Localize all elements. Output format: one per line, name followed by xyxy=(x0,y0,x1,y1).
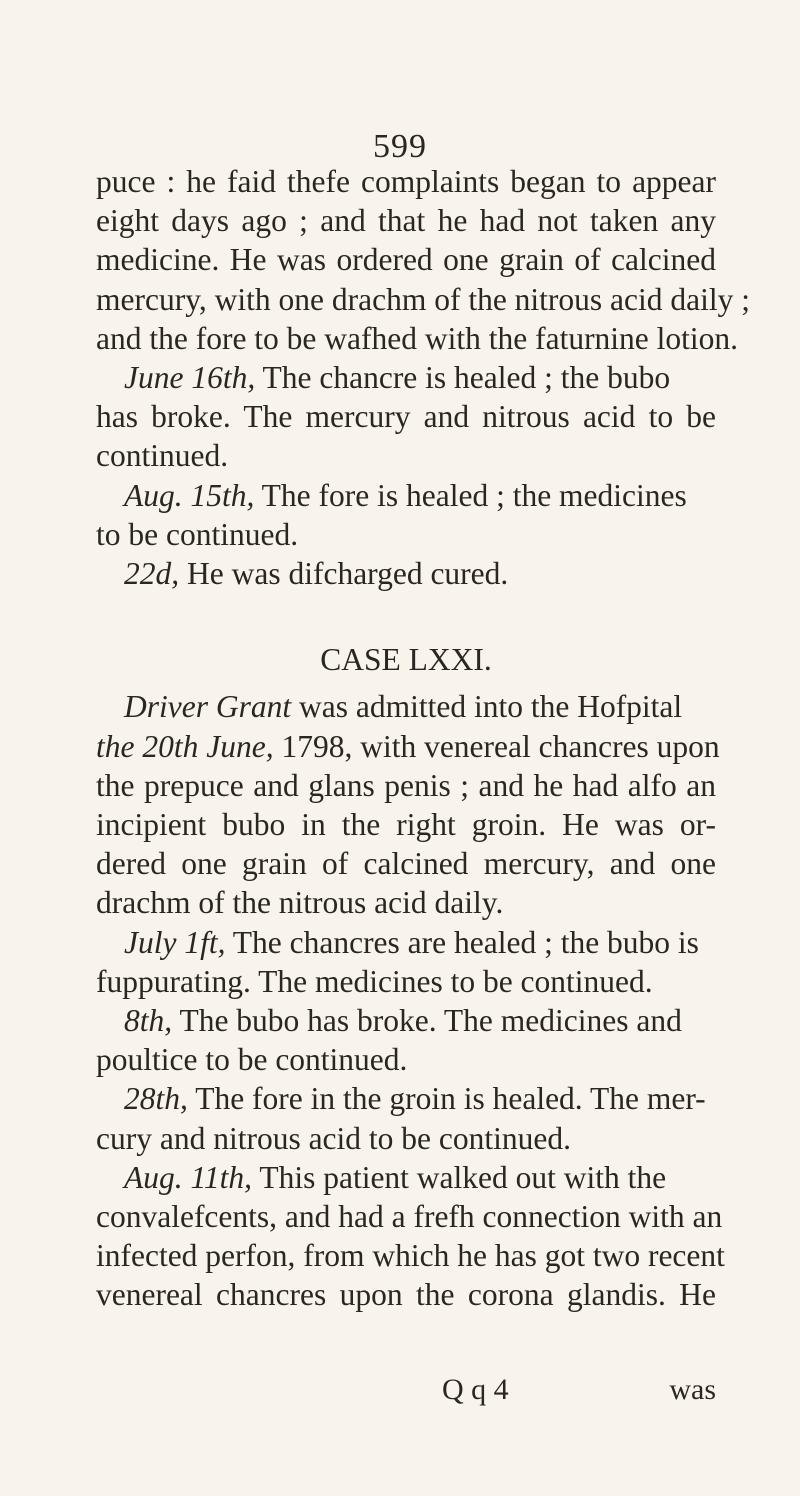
text-line: convalefcents, and had a frefh connection with an xyxy=(96,1199,723,1235)
text-line: drachm of the nitrous acid daily. xyxy=(96,885,504,921)
text-line: continued. xyxy=(96,438,229,474)
patient-name: Driver Grant xyxy=(124,689,292,725)
entry-text: The chancre is healed ; the bubo xyxy=(255,360,671,396)
text-line: mercury, with one drachm of the nitrous acid daily ; xyxy=(96,281,751,317)
text-line xyxy=(96,554,716,593)
entry-date: Aug. 11th, xyxy=(124,1159,253,1195)
entry-text: was admitted into the Hofpital xyxy=(291,689,683,725)
entry-date: June 16th, xyxy=(124,360,256,396)
entry-text: The bubo has broke. The medicines and xyxy=(172,1003,682,1039)
text-line: poultice to be continued. xyxy=(96,1042,408,1078)
case-heading: CASE LXXI. xyxy=(320,642,492,678)
entry-text: He was difcharged cured. xyxy=(179,556,509,592)
text-line: incipient bubo in the right groin. He was or- xyxy=(96,807,716,843)
entry-date: 8th, xyxy=(124,1003,173,1039)
entry-text: This patient walked out with the xyxy=(252,1159,667,1195)
text-line: to be continued. xyxy=(96,516,299,552)
text-line xyxy=(96,1158,716,1197)
text-line: eight days ago ; and that he had not taken any xyxy=(96,203,716,239)
body-text xyxy=(96,162,751,1315)
text-line: cury and nitrous acid to be continued. xyxy=(96,1120,571,1156)
entry-text: The fore in the groin is healed. The mer- xyxy=(187,1081,706,1117)
entry-date: 28th, xyxy=(124,1081,188,1117)
entry-date: 22d, xyxy=(124,556,180,592)
text-line xyxy=(96,1001,716,1040)
text-line: has broke. The mercury and nitrous acid to be xyxy=(96,399,716,435)
entry-date: July 1ft, xyxy=(124,924,226,960)
text-line: medicine. He was ordered one grain of calcined xyxy=(96,242,716,278)
text-line xyxy=(96,687,716,726)
text-line xyxy=(96,476,716,515)
page-footer xyxy=(96,1373,716,1413)
page-number: 599 xyxy=(373,128,427,165)
text-line: venereal chancres upon the corona glandis. He xyxy=(96,1277,716,1313)
text-line: puce : he faid thefe complaints began to appear xyxy=(96,164,716,199)
text-line xyxy=(96,358,716,397)
text-line: and the fore to be wafhed with the faturnine lotion. xyxy=(96,320,739,356)
text-line: fuppurating. The medicines to be continued. xyxy=(96,963,653,999)
text-line xyxy=(96,923,716,962)
entry-date: Aug. 15th, xyxy=(124,477,255,513)
entry-text: The fore is healed ; the medicines xyxy=(254,477,687,513)
text-line: the prepuce and glans penis ; and he had alfo an xyxy=(96,767,716,803)
signature-mark: Q q 4 xyxy=(442,1373,509,1406)
entry-text: The chancres are healed ; the bubo is xyxy=(225,924,699,960)
entry-text: 1798, with venereal chancres upon xyxy=(273,728,720,764)
entry-date: the 20th June, xyxy=(96,728,274,764)
catchword: was xyxy=(669,1373,716,1406)
text-line xyxy=(96,727,720,766)
text-line: dered one grain of calcined mercury, and one xyxy=(96,846,716,882)
text-line: infected perfon, from which he has got two recent xyxy=(96,1238,725,1274)
text-line xyxy=(96,1079,716,1118)
